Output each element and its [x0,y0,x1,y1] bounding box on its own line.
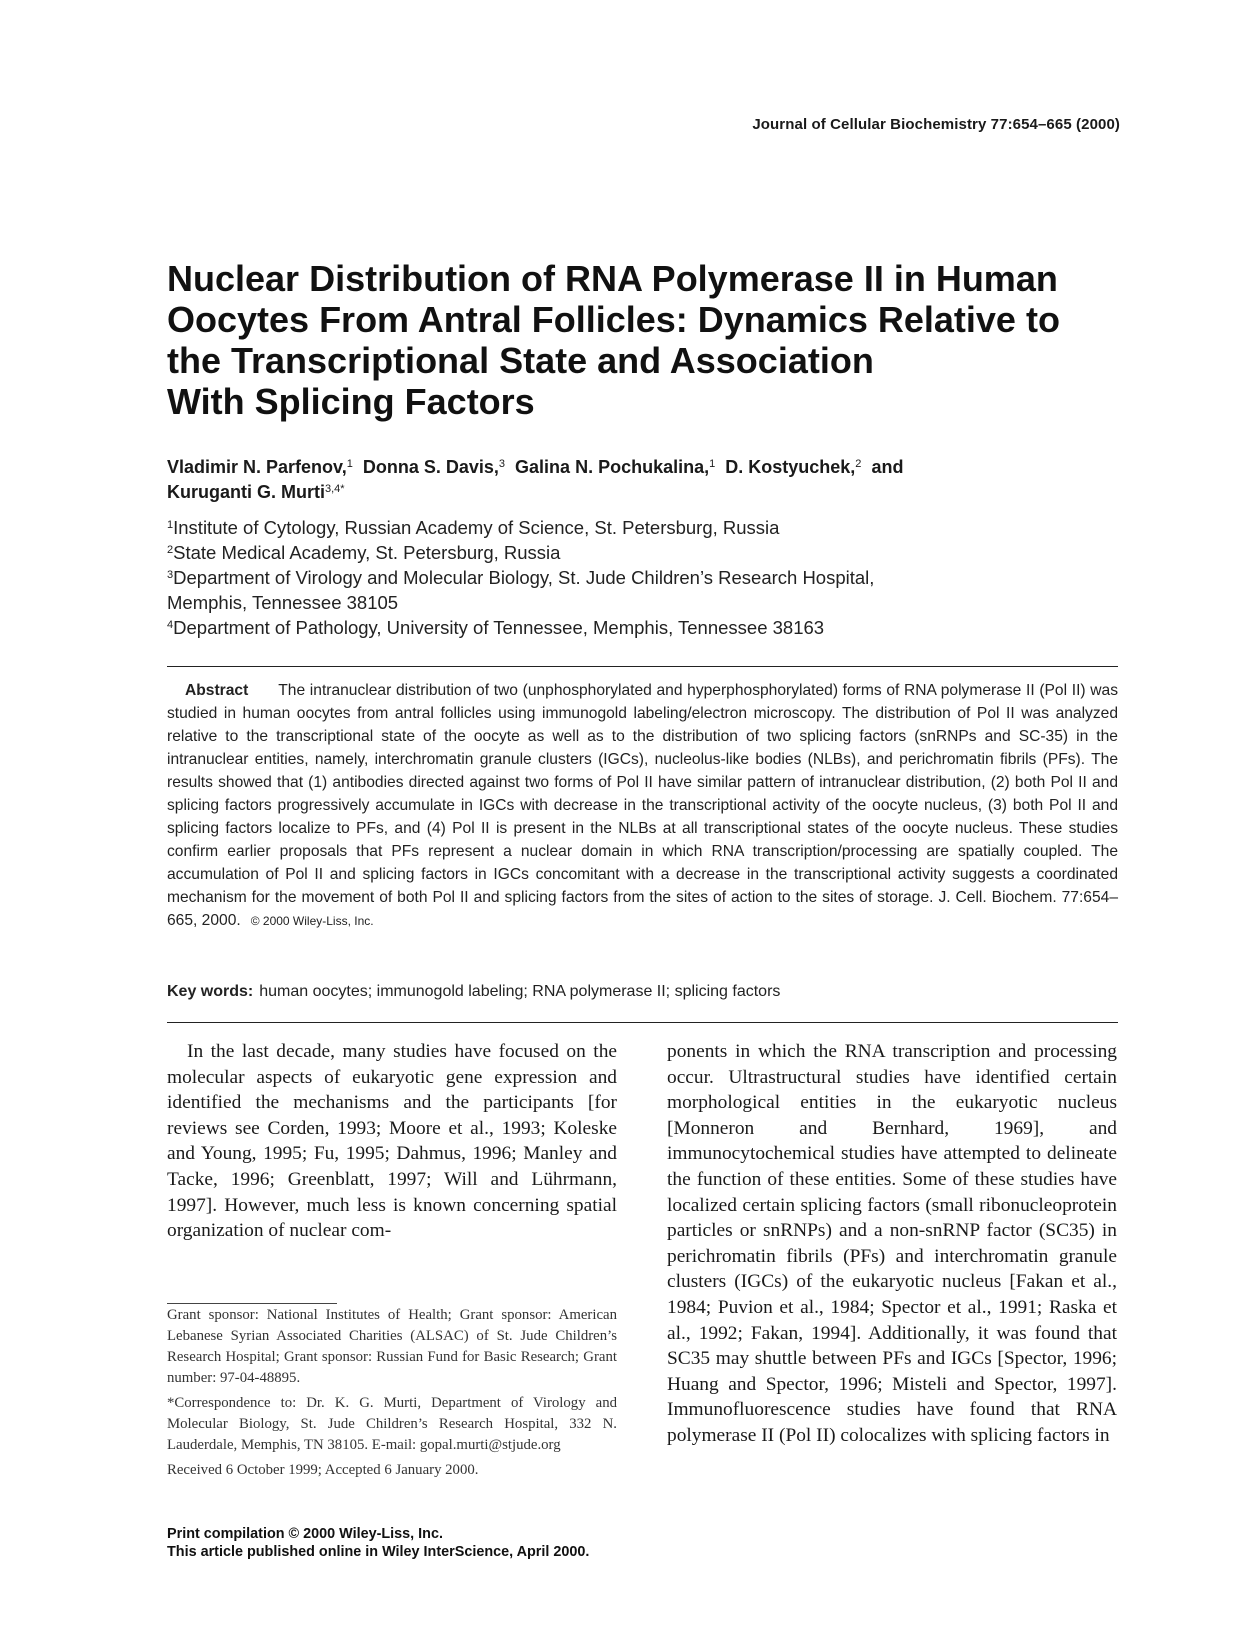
author-name: D. Kostyuchek, [725,457,856,477]
body-top-rule [167,1022,1118,1023]
abstract-label: Abstract [185,682,249,699]
author-affil-ref: 1 [709,458,716,470]
keywords-text: human oocytes; immunogold labeling; RNA polymerase II; splicing factors [259,983,781,1000]
affiliations [167,515,1097,640]
author-affil-ref: 2 [855,458,862,470]
print-compilation: Print compilation © 2000 Wiley-Liss, Inc. [167,1526,443,1542]
affiliation-text: Department of Pathology, University of Tennessee, Memphis, Tennessee 38163 [173,617,825,638]
affiliation-text: State Medical Academy, St. Petersburg, Russia [173,542,561,563]
affiliation-text: Institute of Cytology, Russian Academy of Science, St. Petersburg, Russia [173,517,780,538]
publication-note [167,1525,647,1561]
affiliation-text: Memphis, Tennessee 38105 [167,592,399,613]
keywords-label: Key words: [167,983,254,1000]
footnote-rule [167,1303,337,1304]
author-affil-ref: 3,4* [324,483,345,495]
affiliation [167,590,1097,615]
affiliation [167,565,1097,590]
affiliation-number: 2 [167,544,174,556]
journal-header: Journal of Cellular Biochemistry 77:654–665 (2000) [752,116,1120,133]
author-conjunction: and [871,457,904,477]
keywords [167,981,1118,1003]
author-list [167,455,1097,505]
title-line: With Splicing Factors [167,381,535,422]
abstract-top-rule [167,666,1118,667]
affiliation-number: 4 [167,619,174,631]
author-affil-ref: 3 [498,458,506,470]
title-line: Nuclear Distribution of RNA Polymerase II in Human [167,258,1058,299]
correspondence-footnote: *Correspondence to: Dr. K. G. Murti, Department of Virology and Molecular Biology, St. Jude Children’s Research Hospital, 332 N. Lauderdale, Memphis, TN 38105. E-mail: gopal.murti@stjude.org [167,1395,617,1453]
author-name: Kuruganti G. Murti [167,482,325,502]
author-name: Galina N. Pochukalina, [515,457,710,477]
footnotes [167,1305,617,1485]
abstract-copyright: © 2000 Wiley-Liss, Inc. [250,914,374,928]
author-name: Donna S. Davis, [362,457,499,477]
grant-footnote: Grant sponsor: National Institutes of Health; Grant sponsor: American Lebanese Syrian Associated Charities (ALSAC) of St. Jude Children’s Research Hospital; Grant sponsor: Russian Fund for Basic Research; Grant number: 97-04-48895. [167,1307,617,1386]
body-column-right [667,1039,1117,1449]
article-title [167,258,1097,422]
body-paragraph: ponents in which the RNA transcription and processing occur. Ultrastructural studies have identified certain morphological entities in the eukaryotic nucleus [Monneron and Bernhard, 1969], and immunocytochemical studies have attempted to delineate the function of these entities. Some of these studies have localized certain splicing factors (small ribonucleoprotein particles or snRNPs) and a non-snRNP factor (SC35) in perichromatin fibrils (PFs) and interchromatin granule clusters (IGCs) of the eukaryotic nucleus [Fakan et al., 1984; Puvion et al., 1984; Spector et al., 1991; Raska et al., 1992; Fakan, 1994]. Additionally, it was found that SC35 may shuttle between PFs and IGCs [Spector, 1996; Huang and Spector, 1996; Misteli and Spector, 1997]. Immunofluorescence studies have found that RNA polymerase II (Pol II) colocalizes with splicing factors in [667,1041,1117,1446]
abstract-text: The intranuclear distribution of two (unphosphorylated and hyperphosphorylated) forms of RNA polymerase II (Pol II) was studied in human oocytes from antral follicles using immunogold labeling/electron microscopy. The distribution of Pol II was analyzed relative to the transcriptional state of the oocyte as well as to the distribution of two splicing factors (snRNPs and SC-35) in the intranuclear entities, namely, interchromatin granule clusters (IGCs), nucleolus-like bodies (NLBs), and perichromatin fibrils (PFs). The results showed that (1) antibodies directed against two forms of Pol II have similar pattern of intranuclear distribution, (2) both Pol II and splicing factors progressively accumulate in IGCs with decrease in the transcriptional activity of the oocyte nucleus, (3) both Pol II and splicing factors localize to PFs, and (4) Pol II is present in the NLBs at all transcriptional states of the oocyte nucleus. These studies confirm earlier proposals that PFs represent a nuclear domain in which RNA transcription/processing are spatially coupled. The accumulation of Pol II and splicing factors in IGCs concomitant with a decrease in the transcriptional activity suggests a coordinated mechanism for the movement of both Pol II and splicing factors from the sites of action to the sites of storage. J. Cell. Biochem. 77:654–665, 2000. [167,682,1118,929]
author-affil-ref: 1 [346,458,353,470]
received-date: Received 6 October 1999; Accepted 6 January 2000. [167,1462,479,1478]
author-line [167,455,1097,480]
affiliation [167,540,1097,565]
abstract [167,679,1118,933]
affiliation-number: 3 [167,569,174,581]
author-name: Vladimir N. Parfenov, [167,457,347,477]
author-line [167,480,1097,505]
title-line: Oocytes From Antral Follicles: Dynamics Relative to [167,299,1060,340]
body-column-left [167,1039,617,1244]
title-line: the Transcriptional State and Association [167,340,874,381]
affiliation-text: Department of Virology and Molecular Biology, St. Jude Children’s Research Hospital, [173,567,875,588]
affiliation [167,615,1097,640]
affiliation-number: 1 [167,519,174,531]
affiliation [167,515,1097,540]
online-note: This article published online in Wiley InterScience, April 2000. [167,1544,590,1560]
body-paragraph: In the last decade, many studies have focused on the molecular aspects of eukaryotic gene expression and identified the mechanisms and the participants [for reviews see Corden, 1993; Moore et al., 1993; Koleske and Young, 1995; Fu, 1995; Dahmus, 1996; Manley and Tacke, 1996; Greenblatt, 1997; Will and Lührmann, 1997]. However, much less is known concerning spatial organization of nuclear com- [167,1041,617,1242]
